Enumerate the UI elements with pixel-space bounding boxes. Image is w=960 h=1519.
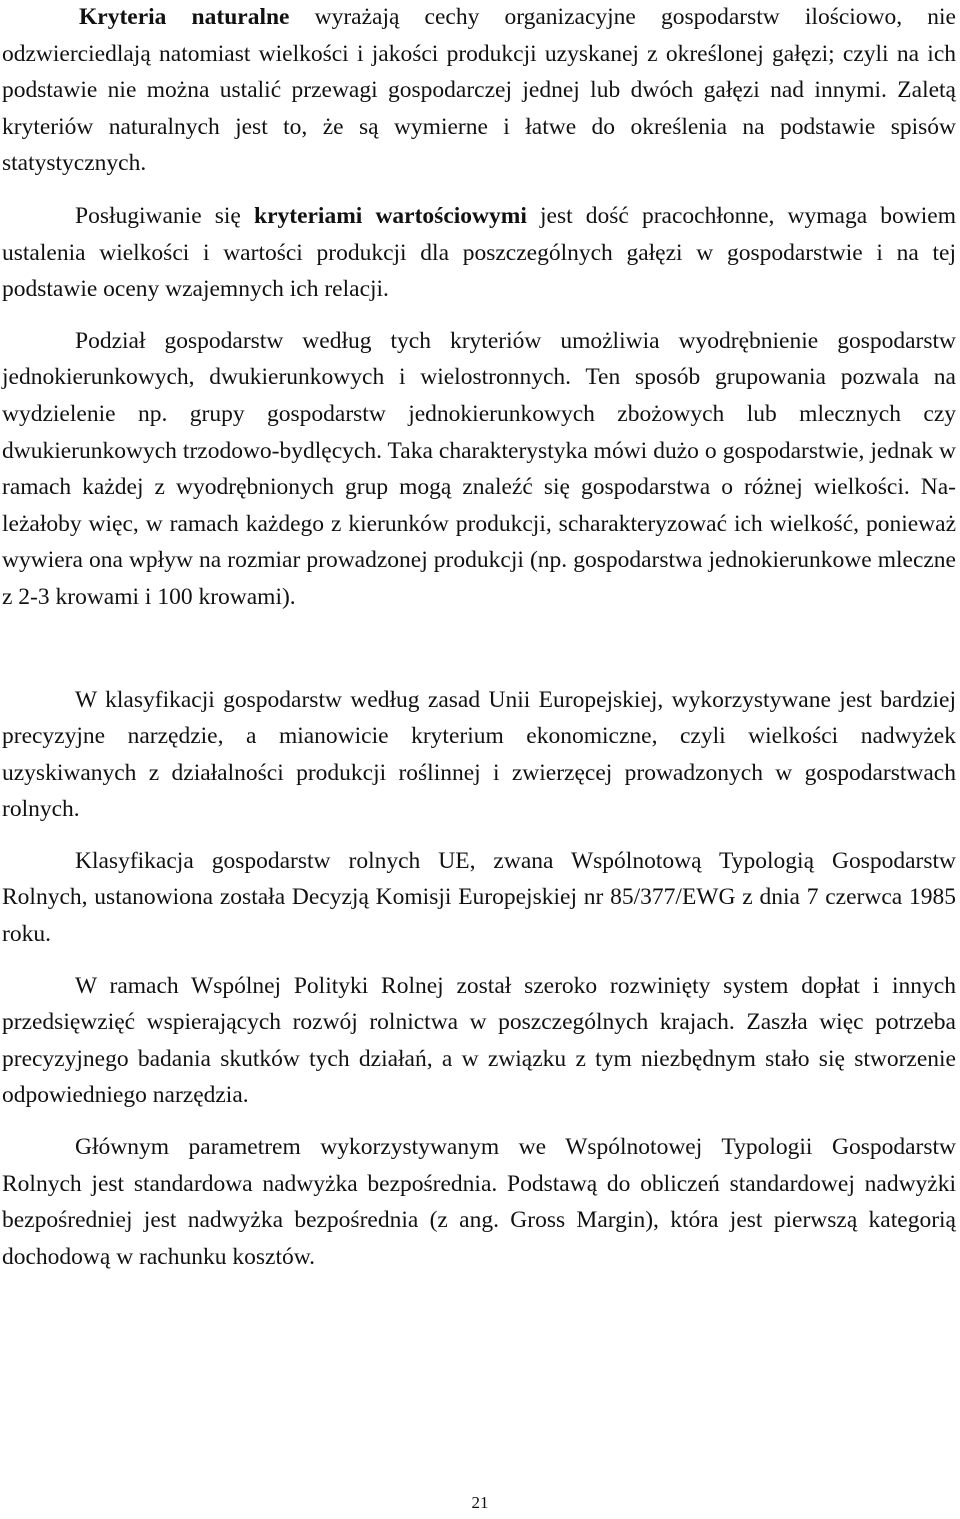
bold-term-value-criteria: kryteriami wartościowymi	[254, 202, 527, 229]
document-body	[2, 0, 956, 1275]
paragraph-text-after: jest dość pracochłonne, wymaga bowiem ustalenia wielkości i wartości produkcji dla poszczególnych gałęzi w gospodarstwie i na tej podstawie oceny wzajemnych ich relacji.	[2, 202, 956, 303]
paragraph-eu-classification: W klasyfikacji gospodarstw według zasad Unii Europejskiej, wykorzystywane jest bardziej precyzyjne narzędzie, a mianowicie kryterium ekonomiczne, czyli wielkości nadwyżek uzyskiwanych z działalności produkcji roślinnej i zwierzęcej prowadzonych w gospodarstwach rolnych.	[2, 686, 956, 823]
bold-term-natural-criteria: Kryteria naturalne	[79, 4, 290, 30]
paragraph-main-parameter: Głównym parametrem wykorzystywanym we Wspólnotowej Typologii Gospodarstw Rolnych jest standardowa nadwyżka bezpośrednia. Podstawą do obliczeń standardowej nadwyżki bezpośredniej jest nadwyżka bezpośrednia (z ang. Gross Margin), która jest pierwszą kategorią dochodową w rachunku kosztów.	[2, 1134, 956, 1270]
paragraph-division: Podział gospodarstw według tych kryteriów umożliwia wyodrębnienie gospodarstw jednokierunkowych, dwukierunkowych i wielostronnych. Ten sposób grupowania pozwala na wydzielenie np. grupy gospodarstw jednokierunkowych zbożowych lub mlecznych czy dwukierunkowych trzodowo-bydlęcych. Taka charakterystyka mówi dużo o gospodarstwie, jednak w ramach każdej z wyodrębnionych grup mogą znaleźć się gospodarstwa o różnej wielkości. Należałoby więc, w ramach każdego z kierunków produkcji, scharakteryzować ich wielkość, ponieważ wywiera ona wpływ na rozmiar prowadzonej produkcji (np. gospodarstwa jednokierunkowe mleczne z 2-3 krowami i 100 krowami).	[2, 327, 956, 610]
paragraph-text: wyrażają cechy organizacyjne gospodarstw ilościowo, nie odzwierciedlają natomiast wielkości i jakości produkcji uzyskanej z określonej gałęzi; czyli na ich podstawie nie można ustalić przewagi gospodarczej jednej lub dwóch gałęzi nad innymi. Zaletą kryteriów naturalnych jest to, że są wymierne i łatwe do określenia na podstawie spisów statystycznych.	[2, 4, 956, 177]
paragraph-value-criteria	[2, 198, 956, 308]
paragraph-eu-typology: Klasyfikacja gospodarstw rolnych UE, zwana Wspólnotową Typologią Gospodarstw Rolnych, ustanowiona została Decyzją Komisji Europejskiej nr 85/377/EWG z dnia 7 czerwca 1985 roku.	[2, 847, 956, 948]
paragraph-text-before: Posługiwanie się	[75, 202, 254, 229]
page-number: 21	[471, 1493, 489, 1512]
paragraph-natural-criteria	[2, 0, 956, 182]
paragraph-cap: W ramach Wspólnej Polityki Rolnej został szeroko rozwinięty system dopłat i innych przedsięwzięć wspierających rozwój rolnictwa w poszczególnych krajach. Zaszła więc potrzeba precyzyjnego badania skutków tych działań, a w związku z tym niezbędnym stało się stworzenie odpowiedniego narzędzia.	[2, 972, 956, 1109]
